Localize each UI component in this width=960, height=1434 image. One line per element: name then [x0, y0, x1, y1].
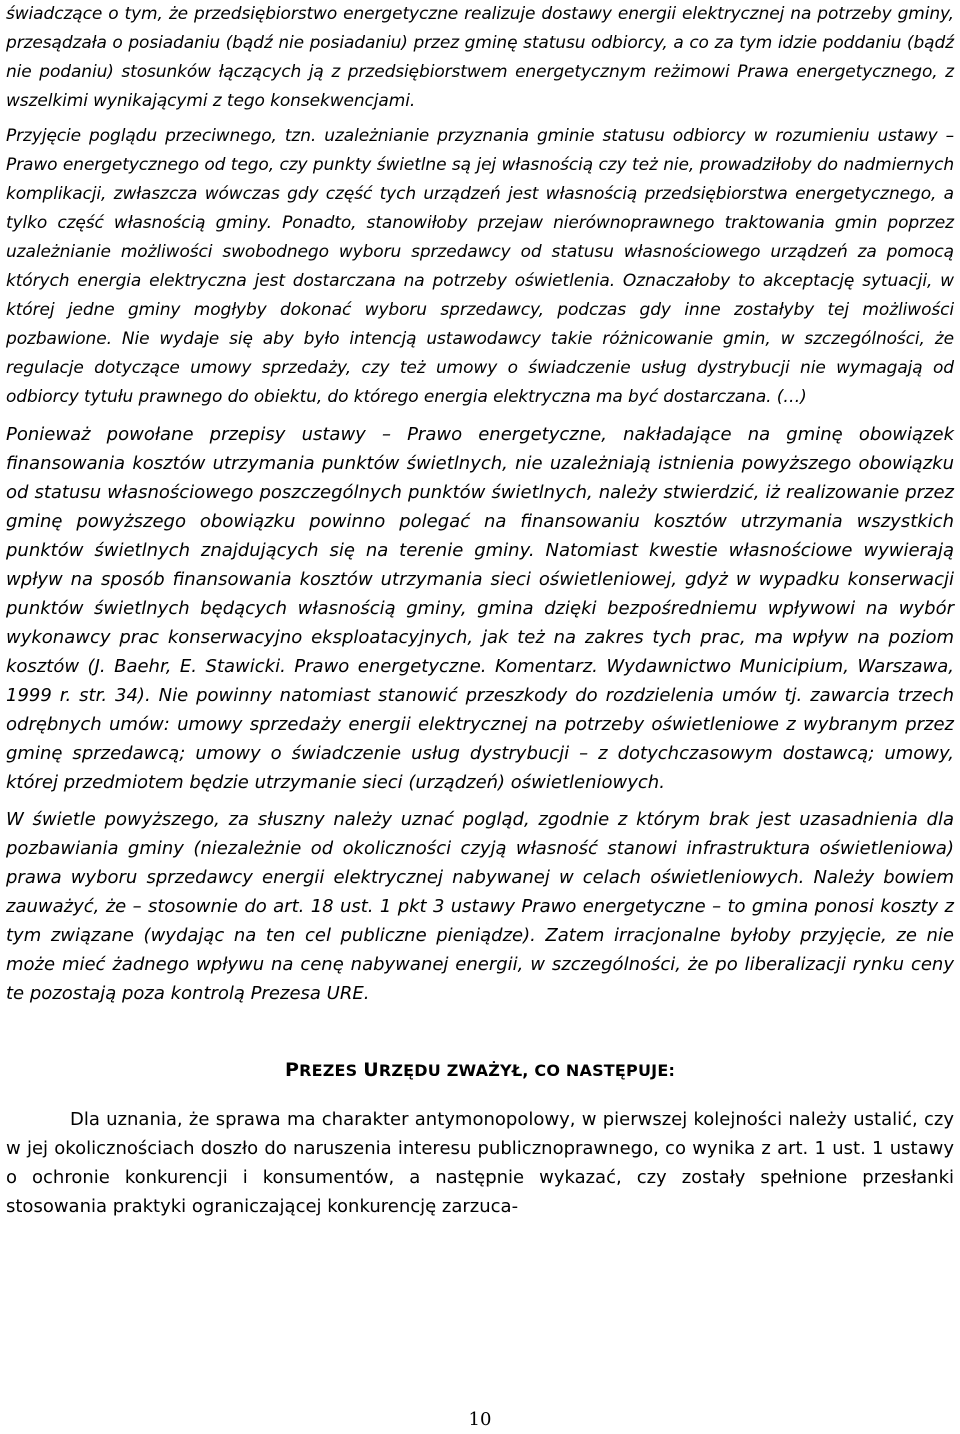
heading-word: ZWAŻYŁ,: [446, 1061, 529, 1080]
heading-word: CO: [534, 1061, 561, 1080]
paragraph-3: Ponieważ powołane przepisy ustawy – Prawo energetyczne, nakładające na gminę obowiązek finansowania kosztów utrzymania punktów świetlnych, nie uzależniają istnienia powyższego obowiązku od statusu własnościowego poszczególnych punktów świetlnych, należy stwierdzić, iż realizowanie przez gminę powyższego obowiązku powinno polegać na finansowaniu kosztów utrzymania wszystkich punktów świetlnych znajdujących się na terenie gminy. Natomiast kwestie własnościowe wywierają wpływ na sposób finansowania kosztów utrzymania sieci oświetleniowej, gdyż w wypadku konserwacji punktów świetlnych będących własnością gminy, gmina dzięki bezpośredniemu wpływowi na wybór wykonawcy prac konserwacyjno eksploatacyjnych, jak też na zakres tych prac, ma wpływ na poziom kosztów (J. Baehr, E. Stawicki. Prawo energetyczne. Komentarz. Wydawnictwo Municipium, Warszawa, 1999 r. str. 34). Nie powinny natomiast stanowić przeszkody do rozdzielenia umów tj. zawarcia trzech odrębnych umów: umowy sprzedaży energii elektrycznej na potrzeby oświetleniowe z wybranym przez gminę sprzedawcą; umowy o świadczenie usług dystrybucji – z dotychczasowym dostawcą; umowy, której przedmiotem będzie utrzymanie sieci (urządzeń) oświetleniowych.: [6, 424, 954, 793]
page-number: 10: [468, 1409, 492, 1430]
paragraph-2: [6, 122, 954, 412]
section-heading: [6, 1056, 954, 1085]
paragraph-2-lead: Przyjęcie poglądu przeciwnego, tzn.: [6, 126, 317, 146]
heading-word: REZES: [299, 1061, 358, 1080]
paragraph-5: Dla uznania, że sprawa ma charakter antymonopolowy, w pierwszej kolejności należy ustalić, czy w jej okolicznościach doszło do naruszenia interesu publicznoprawnego, co wynika z art. 1 ust. 1 ustawy o ochronie konkurencji i konsumentów, a następnie wykazać, czy zostały spełnione przesłanki stosowania praktyki ograniczającej konkurencję zarzuca-: [6, 1109, 954, 1217]
heading-initial: P: [284, 1059, 300, 1081]
spacer: [6, 1008, 954, 1056]
paragraph-2-rest: uzależnianie przyznania gminie statusu odbiorcy w rozumieniu ustawy – Prawo energetycznego od tego, czy punkty świetlne są jej własnością czy też nie, prowadziłoby do nadmiernych komplikacji, zwłaszcza wówczas gdy część tych urządzeń jest własnością przedsiębiorstwa energetycznego, a tylko część własnością gminy. Ponadto, stanowiłoby przejaw nierównoprawnego traktowania gmin poprzez uzależnianie możliwości swobodnego wyboru sprzedawcy od statusu własnościowego urządzeń za pomocą których energia elektryczna jest dostarczana na potrzeby oświetlenia. Oznaczałoby to akceptację sytuacji, w której jedne gminy mogłyby dokonać wyboru sprzedawcy, podczas gdy inne zostałyby tej możliwości pozbawione. Nie wydaje się aby było intencją ustawodawcy takie różnicowanie gmin, w szczególności, że regulacje dotyczące umowy sprzedaży, czy też umowy o świadczenie usług dystrybucji nie wymagają od odbiorcy tytułu prawnego do obiektu, do którego energia elektryczna ma być dostarczana. (…): [6, 126, 954, 407]
heading-word: RZĘDU: [378, 1061, 441, 1080]
paragraph-1: świadczące o tym, że przedsiębiorstwo energetyczne realizuje dostawy energii elektrycznej na potrzeby gminy, przesądzała o posiadaniu (bądź nie posiadaniu) przez gminę statusu odbiorcy, a co za tym idzie poddaniu (bądź nie podaniu) stosunków łączących ją z przedsiębiorstwem energetycznym reżimowi Prawa energetycznego, z wszelkimi wynikającymi z tego konsekwencjami.: [6, 4, 954, 111]
heading-initial: U: [363, 1059, 379, 1081]
spacer: [6, 1085, 954, 1105]
spacer: [6, 797, 954, 805]
heading-word: NASTĘPUJE:: [565, 1061, 676, 1080]
paragraph-4: W świetle powyższego, za słuszny należy uznać pogląd, zgodnie z którym brak jest uzasadnienia dla pozbawiania gminy (niezależnie od okoliczności czyją własność stanowi infrastruktura oświetleniowa) prawa wyboru sprzedawcy energii elektrycznej nabywanej w celach oświetleniowych. Należy bowiem zauważyć, że – stosownie do art. 18 ust. 1 pkt 3 ustawy Prawo energetyczne – to gmina ponosi koszty z tym związane (wydając na ten cel publiczne pieniądze). Zatem irracjonalne byłoby przyjęcie, ze nie może mieć żadnego wpływu na cenę nabywanej energii, w szczególności, że po liberalizacji rynku ceny te pozostają poza kontrolą Prezesa URE.: [6, 809, 954, 1004]
spacer: [6, 412, 954, 420]
